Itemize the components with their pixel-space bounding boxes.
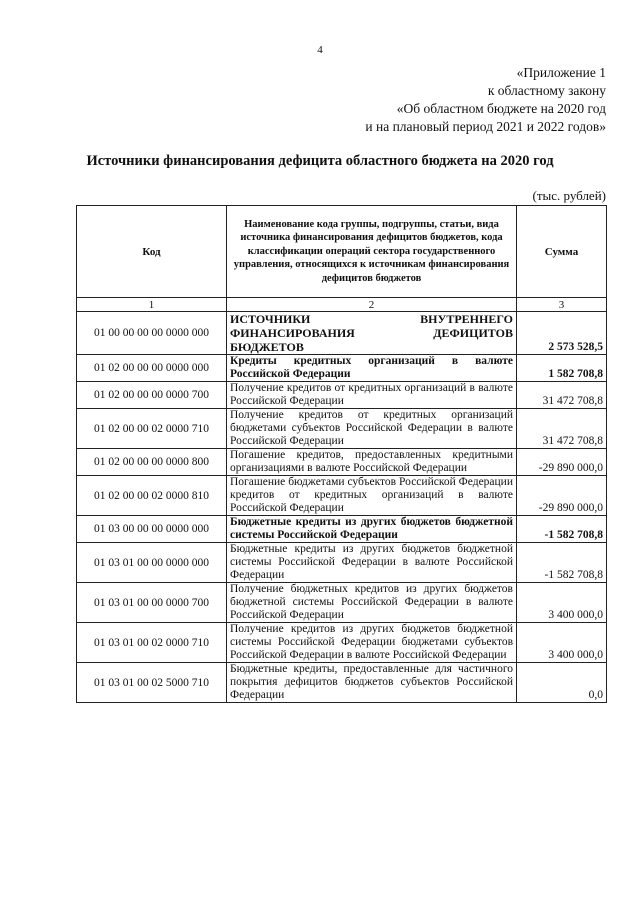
table-row: [77, 476, 607, 516]
row-code: 01 02 00 00 02 0000 810: [77, 476, 227, 516]
table-row: [77, 312, 607, 355]
table-row: [77, 355, 607, 382]
appendix-note: [365, 64, 606, 136]
appendix-line-2: к областному закону: [487, 83, 606, 98]
header-name: Наименование кода группы, подгруппы, статьи, вида источника финансирования дефицитов бюджетов, кода классификации операций сектора государственного управления, относящихся к источникам финансирования дефицитов бюджетов: [227, 206, 517, 298]
row-name: ИСТОЧНИКИ ВНУТРЕННЕГО ФИНАНСИРОВАНИЯ ДЕФИЦИТОВ БЮДЖЕТОВ: [227, 312, 517, 355]
table-row: [77, 409, 607, 449]
row-name: Погашение бюджетами субъектов Российской Федерации кредитов от кредитных организаций в валюте Российской Федерации: [227, 476, 517, 516]
table-body: [77, 312, 607, 703]
row-code: 01 02 00 00 02 0000 710: [77, 409, 227, 449]
appendix-line-3: «Об областном бюджете на 2020 год: [396, 101, 606, 116]
column-number-3: 3: [517, 298, 607, 312]
row-sum: 0,0: [517, 663, 607, 703]
row-sum: -1 582 708,8: [517, 516, 607, 543]
row-sum: -29 890 000,0: [517, 476, 607, 516]
table-row: [77, 543, 607, 583]
appendix-line-4: и на плановый период 2021 и 2022 годов»: [365, 119, 606, 134]
row-sum: 31 472 708,8: [517, 409, 607, 449]
row-code: 01 02 00 00 00 0000 000: [77, 355, 227, 382]
row-sum: 1 582 708,8: [517, 355, 607, 382]
row-name: Получение бюджетных кредитов из других бюджетов бюджетной системы Российской Федерации в валюте Российской Федерации: [227, 583, 517, 623]
row-name: Бюджетные кредиты из других бюджетов бюджетной системы Российской Федерации в валюте Российской Федерации: [227, 543, 517, 583]
column-number-row: [77, 298, 607, 312]
row-sum: -1 582 708,8: [517, 543, 607, 583]
units-label: (тыс. рублей): [532, 188, 606, 203]
row-code: 01 00 00 00 00 0000 000: [77, 312, 227, 355]
table-row: [77, 516, 607, 543]
row-code: 01 02 00 00 00 0000 800: [77, 449, 227, 476]
row-name: Кредиты кредитных организаций в валюте Российской Федерации: [227, 355, 517, 382]
document-title: Источники финансирования дефицита областного бюджета на 2020 год: [86, 153, 554, 169]
row-code: 01 03 01 00 02 0000 710: [77, 623, 227, 663]
row-code: 01 03 01 00 02 5000 710: [77, 663, 227, 703]
row-sum: 3 400 000,0: [517, 623, 607, 663]
column-number-1: 1: [77, 298, 227, 312]
row-name: Получение кредитов из других бюджетов бюджетной системы Российской Федерации бюджетами субъектов Российской Федерации в валюте Российской Федерации: [227, 623, 517, 663]
row-sum: 2 573 528,5: [517, 312, 607, 355]
row-name: Получение кредитов от кредитных организаций в валюте Российской Федерации: [227, 382, 517, 409]
table-row: [77, 623, 607, 663]
table-row: [77, 663, 607, 703]
row-name: Погашение кредитов, предоставленных кредитными организациями в валюте Российской Федерации: [227, 449, 517, 476]
row-code: 01 03 00 00 00 0000 000: [77, 516, 227, 543]
row-code: 01 03 01 00 00 0000 700: [77, 583, 227, 623]
financing-sources-table: [76, 205, 607, 703]
header-code: Код: [77, 206, 227, 298]
appendix-line-1: «Приложение 1: [516, 65, 606, 80]
table-header-row: [77, 206, 607, 298]
table-row: [77, 583, 607, 623]
table-row: [77, 449, 607, 476]
row-name: Получение кредитов от кредитных организаций бюджетами субъектов Российской Федерации в валюте Российской Федерации: [227, 409, 517, 449]
column-number-2: 2: [227, 298, 517, 312]
header-sum: Сумма: [517, 206, 607, 298]
row-code: 01 03 01 00 00 0000 000: [77, 543, 227, 583]
row-name: Бюджетные кредиты, предоставленные для частичного покрытия дефицитов бюджетов субъектов Российской Федерации: [227, 663, 517, 703]
page-number: 4: [317, 44, 323, 56]
row-sum: -29 890 000,0: [517, 449, 607, 476]
row-code: 01 02 00 00 00 0000 700: [77, 382, 227, 409]
table-row: [77, 382, 607, 409]
row-name: Бюджетные кредиты из других бюджетов бюджетной системы Российской Федерации: [227, 516, 517, 543]
row-sum: 3 400 000,0: [517, 583, 607, 623]
row-sum: 31 472 708,8: [517, 382, 607, 409]
